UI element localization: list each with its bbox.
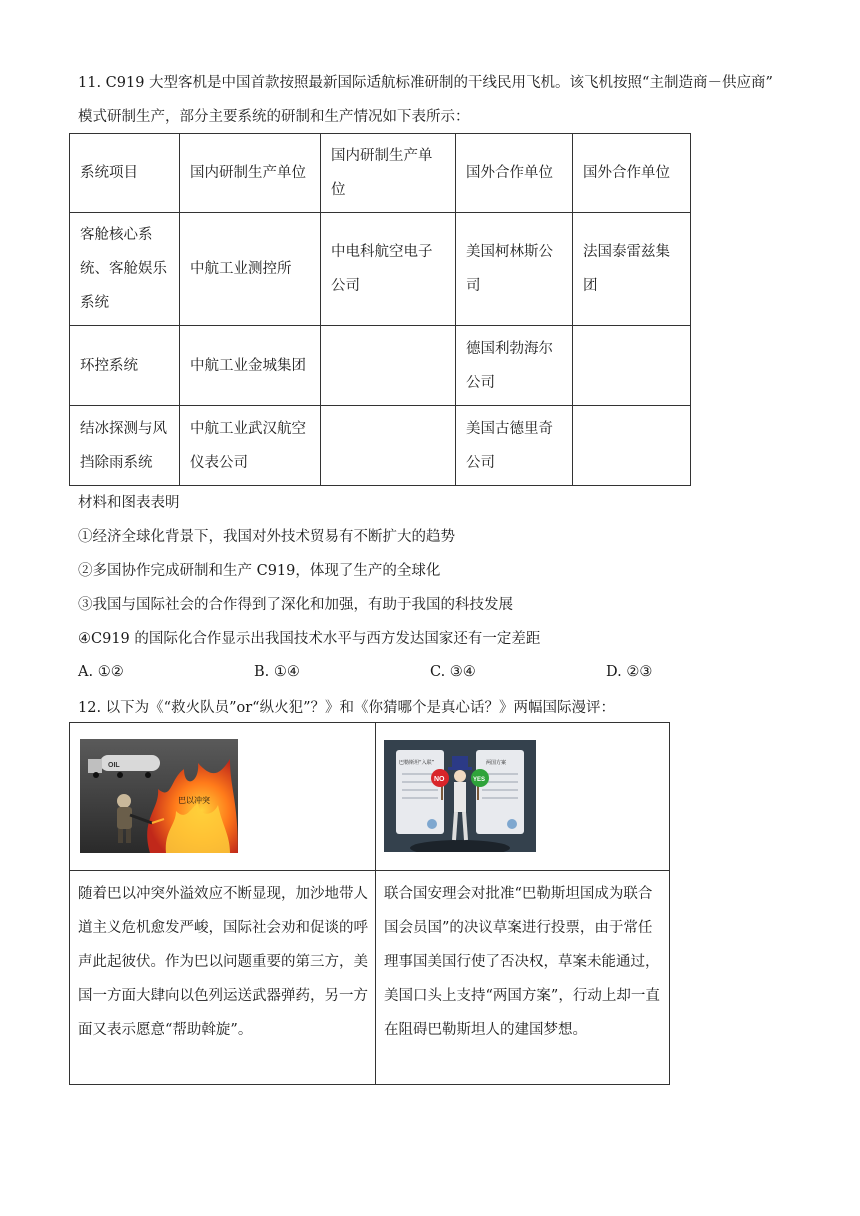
option-a[interactable]: A. ①② <box>78 664 124 680</box>
material-intro: 材料和图表表明 <box>78 495 180 511</box>
table-cell: 美国古德里奇公司 <box>456 406 573 486</box>
cartoon-us-vote-image <box>384 740 536 852</box>
table-cell: 客舱核心系统、客舱娱乐系统 <box>70 213 180 326</box>
table-row <box>70 406 691 486</box>
table-header-cell: 国内研制生产单位 <box>180 134 321 213</box>
us-vote-cartoon-illustration <box>384 740 536 852</box>
table-cell: 中航工业武汉航空仪表公司 <box>180 406 321 486</box>
table-cell: 美国柯林斯公司 <box>456 213 573 326</box>
table-cell: 德国利勃海尔公司 <box>456 326 573 406</box>
question-11-stem-line2: 模式研制生产，部分主要系统的研制和生产情况如下表所示： <box>78 109 470 125</box>
table-cell <box>321 406 456 486</box>
statement-3: ③我国与国际社会的合作得到了深化和加强，有助于我国的科技发展 <box>78 597 513 613</box>
cartoon-description-left: 随着巴以冲突外溢效应不断显现，加沙地带人道主义危机愈发严峻，国际社会劝和促谈的呼声此起彼伏。作为巴以问题重要的第三方，美国一方面大肆向以色列运送武器弹药，另一方面又表示愿意“帮助斡旋”。 <box>78 886 368 1038</box>
statement-2: ②多国协作完成研制和生产 C919，体现了生产的全球化 <box>78 563 441 579</box>
table-header-cell: 国外合作单位 <box>573 134 691 213</box>
cartoon-text-row <box>70 871 670 1085</box>
question-11-stem-line1: 11. C919 大型客机是中国首款按照最新国际适航标准研制的干线民用飞机。该飞机按照“主制造商－供应商” <box>78 75 773 91</box>
table-cell: 环控系统 <box>70 326 180 406</box>
fire-label: 巴以冲突 <box>178 796 210 805</box>
firefighter-cartoon-illustration <box>80 739 238 853</box>
document-left <box>396 750 444 834</box>
document-right <box>476 750 524 834</box>
question-12-stem: 12. 以下为《“救火队员”or“纵火犯”？》和《你猜哪个是真心话？》两幅国际漫评： <box>78 700 615 716</box>
document-left-title: 巴勒斯坦“入联” <box>399 760 435 766</box>
table-cell <box>321 326 456 406</box>
systems-table <box>69 133 691 486</box>
statement-4: ④C919 的国际化合作显示出我国技术水平与西方发达国家还有一定差距 <box>78 631 541 647</box>
yes-sign-label: YES <box>473 777 486 783</box>
table-cell: 结冰探测与风挡除雨系统 <box>70 406 180 486</box>
document-right-title: 两国方案 <box>486 760 507 766</box>
cartoon-text-cell-right <box>376 871 670 1085</box>
cartoon-firefighter-image <box>80 739 238 853</box>
cartoon-text-cell-left <box>70 871 376 1085</box>
table-row <box>70 326 691 406</box>
table-header-cell: 国外合作单位 <box>456 134 573 213</box>
table-row <box>70 213 691 326</box>
option-d[interactable]: D. ②③ <box>606 664 653 680</box>
table-cell: 法国泰雷兹集团 <box>573 213 691 326</box>
option-c[interactable]: C. ③④ <box>430 664 476 680</box>
statement-1: ①经济全球化背景下，我国对外技术贸易有不断扩大的趋势 <box>78 529 455 545</box>
option-b[interactable]: B. ①④ <box>254 664 300 680</box>
table-cell <box>573 406 691 486</box>
tanker-label: OIL <box>108 762 120 769</box>
table-header-row <box>70 134 691 213</box>
table-cell: 中航工业测控所 <box>180 213 321 326</box>
no-sign-label: NO <box>434 776 445 783</box>
table-header-cell: 系统项目 <box>70 134 180 213</box>
cartoon-description-right: 联合国安理会对批准“巴勒斯坦国成为联合国会员国”的决议草案进行投票，由于常任理事国美国行使了否决权，草案未能通过，美国口头上支持“两国方案”，行动上却一直在阻碍巴勒斯坦人的建国梦想。 <box>384 886 660 1038</box>
table-header-cell: 国内研制生产单位 <box>321 134 456 213</box>
table-cell <box>573 326 691 406</box>
table-cell: 中航工业金城集团 <box>180 326 321 406</box>
table-cell: 中电科航空电子公司 <box>321 213 456 326</box>
